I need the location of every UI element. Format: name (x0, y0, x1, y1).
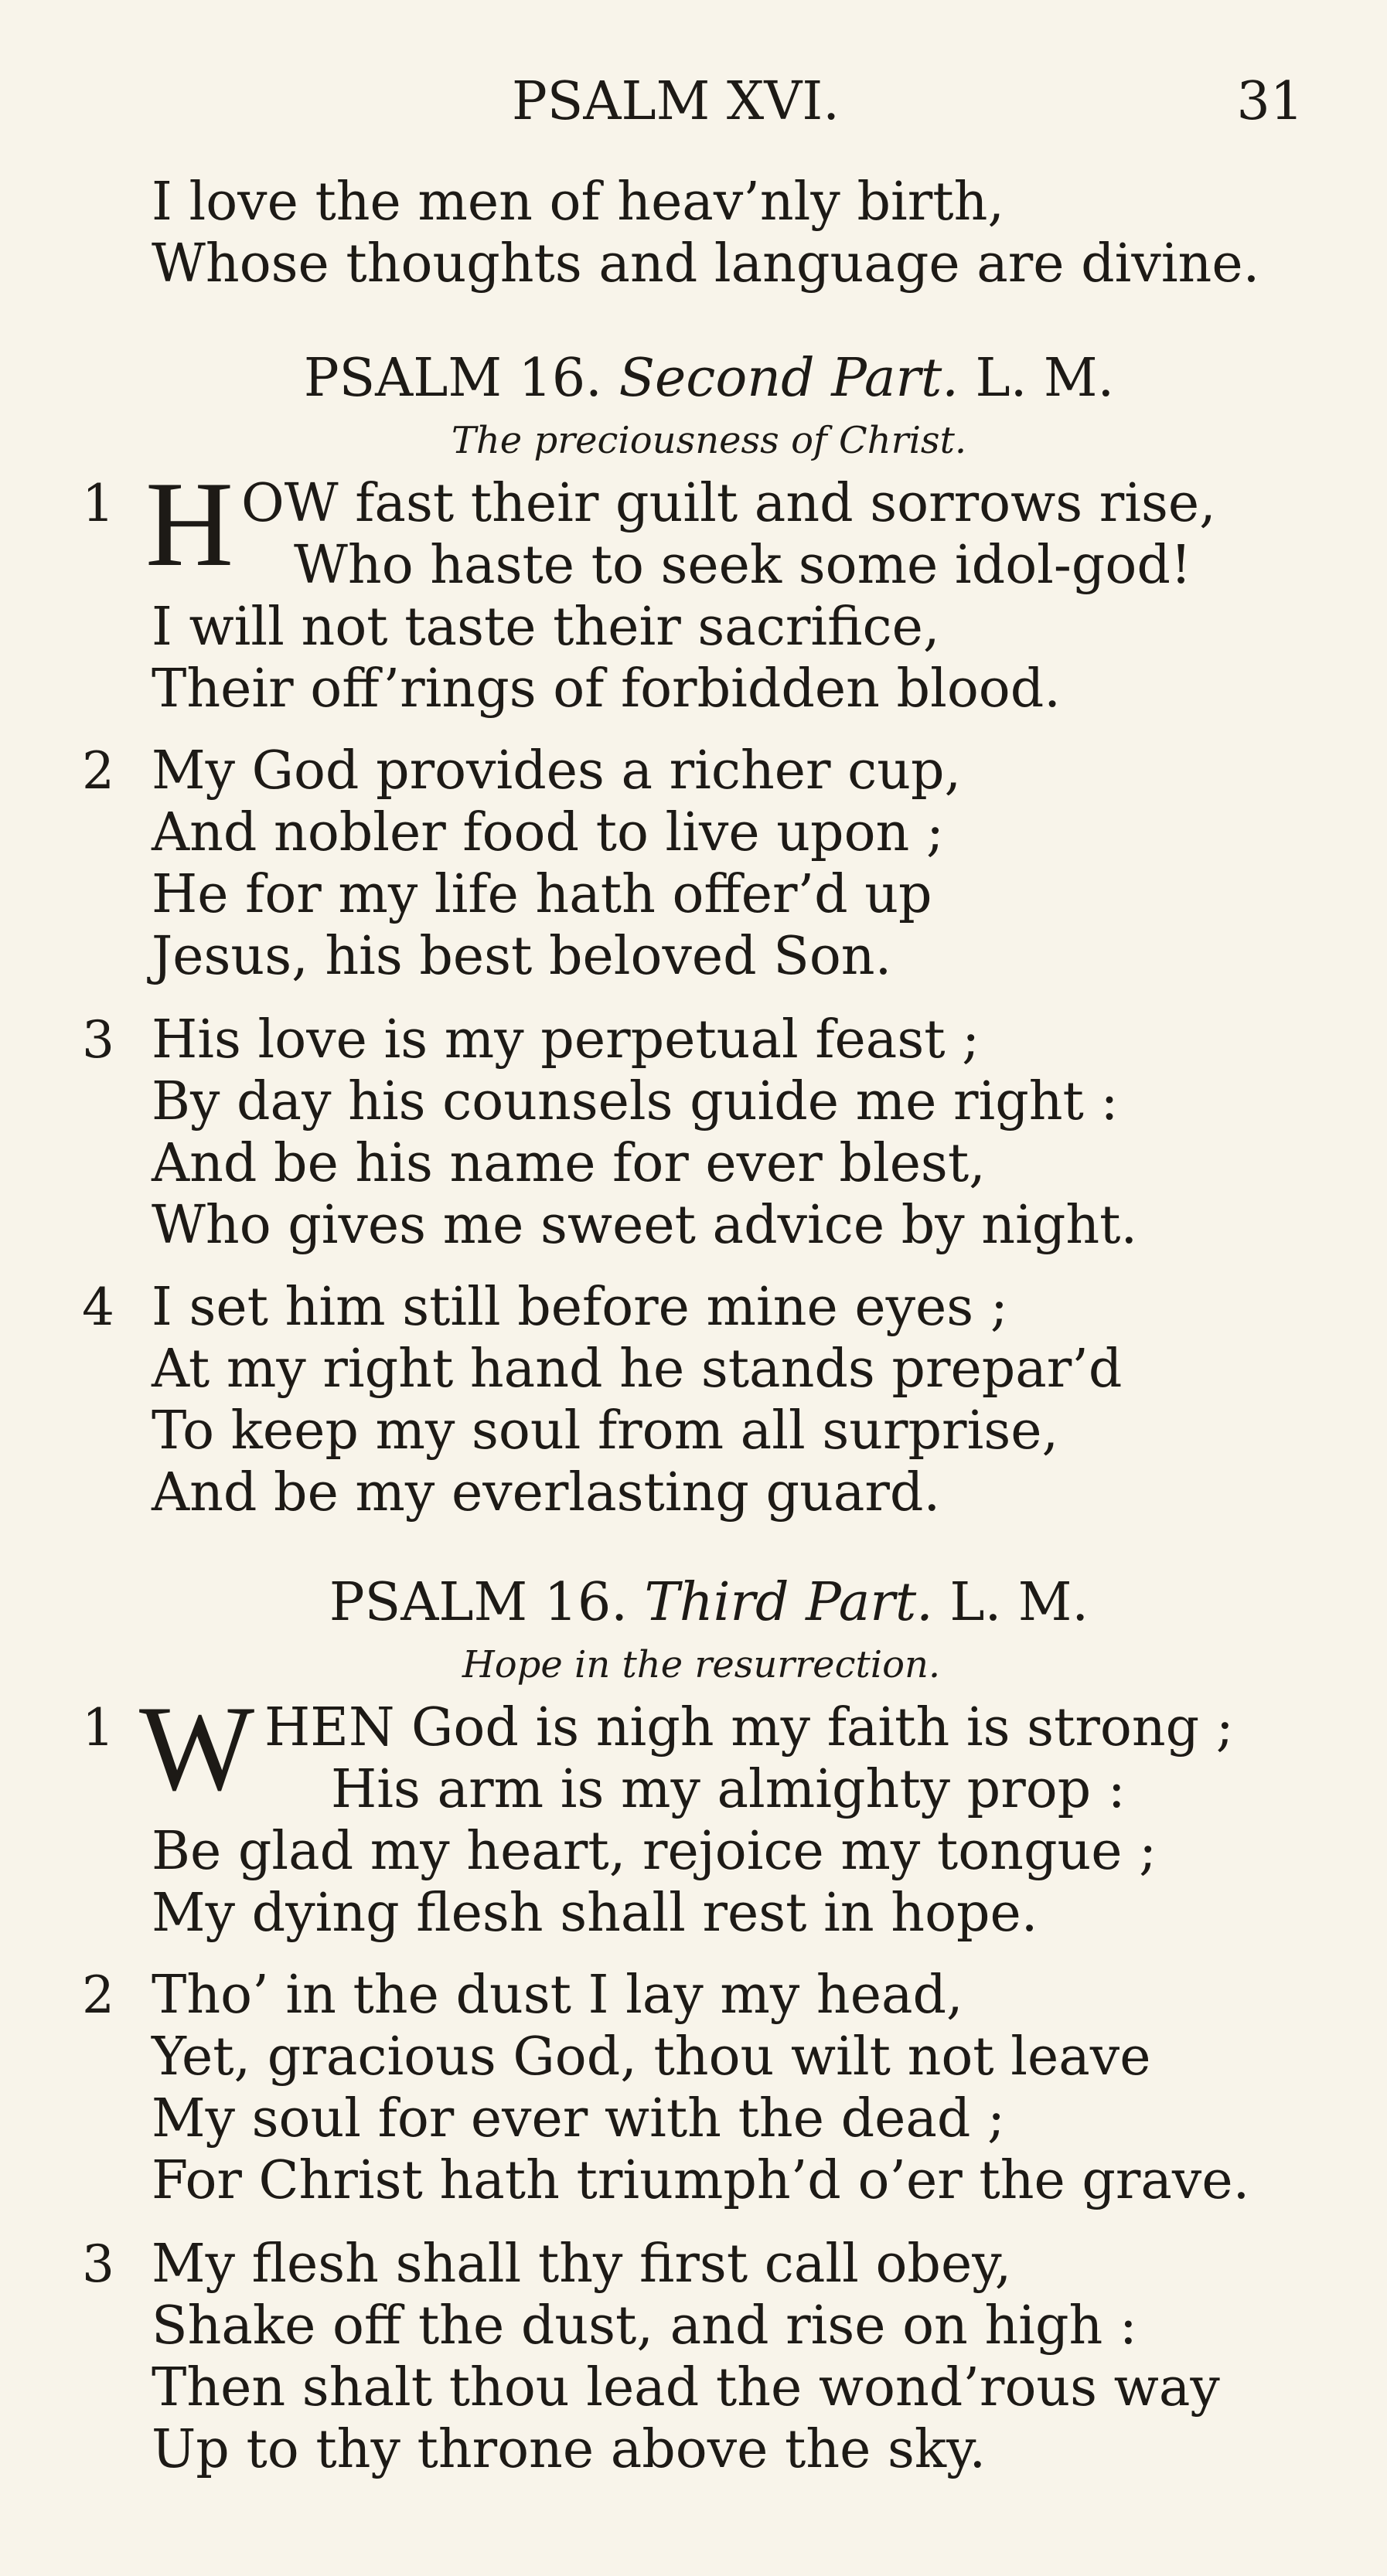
stanza-number: 1 (82, 1698, 114, 1758)
verse-line: And be my everlasting guard. (152, 1462, 941, 1523)
heading-psalm: PSALM 16. (329, 1572, 628, 1633)
stanza-number: 3 (82, 2234, 114, 2294)
verse-line: My soul for ever with the dead ; (152, 2088, 1005, 2149)
verse-line: Who gives me sweet advice by night. (152, 1195, 1138, 1256)
verse-line: By day his counsels guide me right : (152, 1071, 1119, 1132)
verse-line: Be glad my heart, rejoice my tongue ; (152, 1821, 1157, 1882)
verse-line: My dying flesh shall rest in hope. (152, 1883, 1038, 1944)
verse-line: Shake off the dust, and rise on high : (152, 2295, 1137, 2357)
verse-line: To keep my soul from all surprise, (152, 1400, 1059, 1462)
verse-line: I set him still before mine eyes ; (152, 1277, 1008, 1338)
section-subtitle: The preciousness of Christ. (451, 419, 967, 462)
drop-cap: H (145, 457, 234, 592)
verse-line: Up to thy throne above the sky. (152, 2419, 987, 2480)
verse-line: His love is my perpetual feast ; (152, 1009, 980, 1070)
continuation-line: I love the men of heav’nly birth, (152, 172, 1004, 233)
heading-meter: L. M. (949, 1572, 1089, 1633)
heading-psalm: PSALM 16. (303, 348, 602, 409)
running-title: PSALM XVI. (512, 71, 840, 132)
verse-line: HEN God is nigh my faith is strong ; (264, 1697, 1234, 1758)
verse-line: Who haste to seek some idol-god! (294, 535, 1192, 596)
page-number: 31 (1236, 71, 1304, 132)
heading-meter: L. M. (975, 348, 1115, 409)
verse-line: OW fast their guilt and sorrows rise, (241, 473, 1216, 534)
verse-line: At my right hand he stands prepar’d (152, 1339, 1123, 1400)
verse-line: Tho’ in the dust I lay my head, (152, 1965, 963, 2026)
stanza-number: 4 (82, 1278, 114, 1337)
verse-line: I will not taste their sacrifice, (152, 597, 940, 658)
verse-line: His arm is my almighty prop : (331, 1759, 1126, 1820)
stanza-number: 3 (82, 1010, 114, 1070)
verse-line: Their off’rings of forbidden blood. (152, 658, 1061, 720)
section-subtitle: Hope in the resurrection. (462, 1643, 941, 1686)
verse-line: For Christ hath triumph’d o’er the grave. (152, 2150, 1250, 2211)
drop-cap: W (139, 1681, 255, 1816)
stanza-number: 2 (82, 741, 114, 801)
continuation-line: Whose thoughts and language are divine. (152, 233, 1260, 294)
verse-line: He for my life hath offer’d up (152, 864, 932, 925)
verse-line: And nobler food to live upon ; (152, 802, 944, 863)
heading-part: Second Part. (619, 348, 959, 409)
verse-line: And be his name for ever blest, (152, 1133, 986, 1194)
stanza-number: 1 (82, 474, 114, 533)
verse-line: Then shalt thou lead the wond’rous way (152, 2357, 1220, 2418)
section-heading (0, 348, 1387, 410)
stanza-number: 2 (82, 1965, 114, 2025)
section-heading (0, 1572, 1387, 1634)
verse-line: Yet, gracious God, thou wilt not leave (152, 2026, 1151, 2088)
verse-line: Jesus, his best beloved Son. (152, 926, 892, 987)
heading-part: Third Part. (644, 1572, 933, 1633)
verse-line: My flesh shall thy first call obey, (152, 2234, 1012, 2295)
verse-line: My God provides a richer cup, (152, 740, 962, 801)
